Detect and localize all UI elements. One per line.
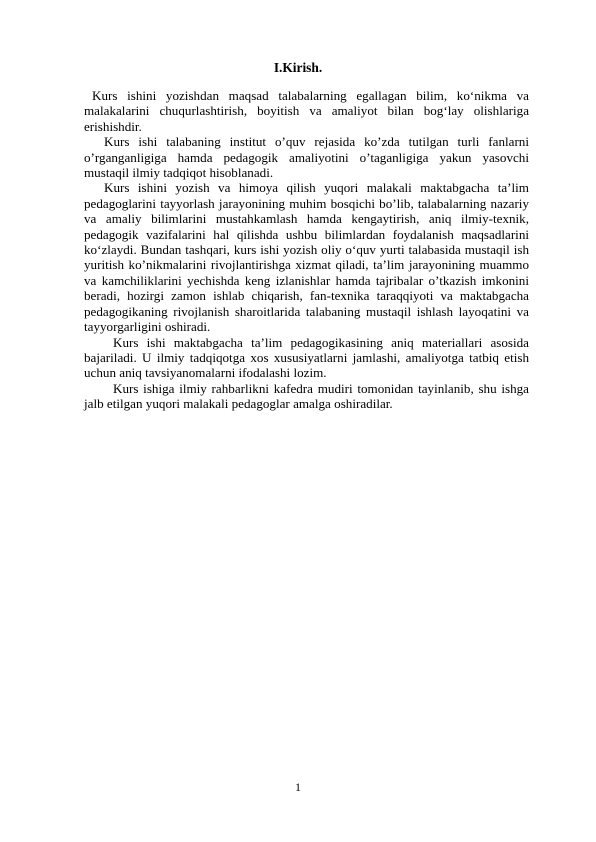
paragraph-definition: Kurs ishi talabaning institut o’quv rejasida ko’zda tutilgan turli fanlarni o’rganganligiga hamda pedagogik amaliyotini o’taganligiga yakun yasovchi mustaqil ilmiy tadqiqot hisoblanadi. (84, 134, 529, 181)
page-title: I.Kirish. (273, 60, 323, 75)
paragraph-supervision: Kurs ishiga ilmiy rahbarlikni kafedra mudiri tomonidan tayinlanib, shu ishga jalb etilgan yuqori malakali pedagoglar amalga oshiradilar. (84, 380, 529, 412)
page-number: 1 (295, 780, 301, 794)
paragraph-materials: Kurs ishi maktabgacha ta’lim pedagogikasining aniq materiallari asosida bajariladi. U ilmiy tadqiqotga xos xususiyatlarni jamlashi, amaliyotga tatbiq etish uchun aniq tavsiyanomalarni ifodalashi lozim. (84, 334, 529, 381)
paragraph-purpose: Kurs ishini yozishdan maqsad talabalarning egallagan bilim, ko‘nikma va malakalarini chuqurlashtirish, boyitish va amaliyot bilan bog‘lay olishlariga erishishdir. (84, 88, 529, 134)
body-text (84, 88, 529, 412)
paragraph-importance: Kurs ishini yozish va himoya qilish yuqori malakali maktabgacha ta’lim pedagoglarini tayyorlash jarayonining muhim bosqichi bo’lib, talabalarning nazariy va amaliy bilimlarini mustahkamlash hamda kengaytirish, aniq ilmiy-texnik, pedagogik vazifalarini hal qilishda ushbu bilimlardan foydalanish maqsadlarini ko‘zlaydi. Bundan tashqari, kurs ishi yozish oliy o‘quv yurti talabasida mustaqil ish yuritish ko’nikmalarini rivojlantirishga xizmat qiladi, ta’lim jarayonining muammo va kamchiliklarini yechishda keng izlanishlar hamda tajribalar o’tkazish imkonini beradi, hozirgi zamon ishlab chiqarish, fan-texnika taraqqiyoti va maktabgacha pedagogikaning rivojlanish sharoitlarida talabaning mustaqil ishlash layoqatini va tayyorgarligini oshiradi. (84, 180, 529, 335)
